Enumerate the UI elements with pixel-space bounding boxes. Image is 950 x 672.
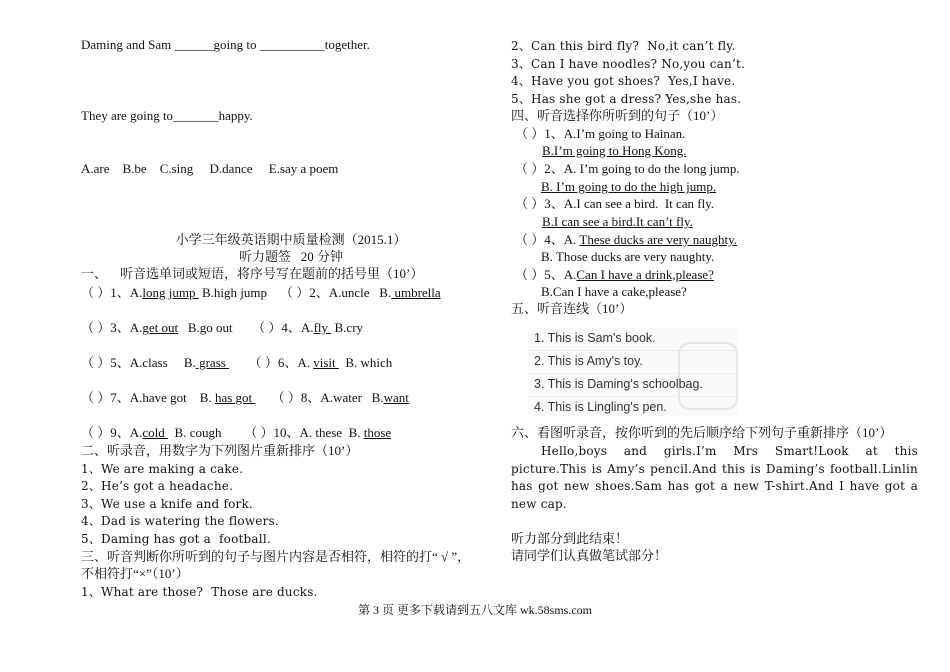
matching-line: 1. This is Sam's book.: [534, 331, 656, 345]
question-row-9: （ ）9、A.cold B. cough （ ）10、A. these B. those: [81, 425, 392, 440]
section-3-item: 3、Can I have noodles? No,you can’t.: [511, 57, 745, 71]
s4-option-5a: （ ）5、A.Can I have a drink,please?: [515, 267, 714, 282]
row-divider: [528, 373, 738, 374]
matching-line: 2. This is Amy's toy.: [534, 354, 643, 368]
page-footer: 第 3 页 更多下载请到五八文库 wk.58sms.com: [357, 603, 592, 617]
row-divider: [528, 350, 738, 351]
word-options: A.are B.be C.sing D.dance E.say a poem: [81, 161, 339, 176]
fill-sentence-1: Daming and Sam ______going to __________together.: [81, 37, 370, 52]
exam-title: 小学三年级英语期中质量检测（2015.1）: [175, 232, 407, 247]
matching-line: 4. This is Lingling's pen.: [534, 400, 667, 414]
section-3-item: 1、What are those? Those are ducks.: [81, 585, 318, 599]
matching-line: 3. This is Daming's schoolbag.: [534, 377, 703, 391]
section-6-heading: 六、看图听录音，按你听到的先后顺序给下列句子重新排序（10’）: [511, 425, 893, 440]
section-4-heading: 四、听音选择你所听到的句子（10’）: [511, 108, 724, 123]
section-5-heading: 五、听音连线（10’）: [511, 301, 633, 316]
section-3-item: 2、Can this bird fly? No,it can’t fly.: [511, 39, 736, 53]
written-part-notice: 请同学们认真做笔试部分！: [511, 548, 668, 563]
section-3-heading-cont: 不相符打“×”（10’）: [81, 566, 189, 581]
question-row-5: （ ）5、A.class B. grass （ ）6、A. visit B. which: [81, 355, 393, 370]
s4-option-4b: B. Those ducks are very naughty.: [541, 249, 715, 264]
question-row-1: （ ）1、A.long jump B.high jump （ ）2、A.uncle B. umbrella: [81, 285, 441, 300]
question-row-7: （ ）7、A.have got B. has got （ ）8、A.water B.want: [81, 390, 409, 405]
s4-option-2a: （ ）2、A. I’m going to do the long jump.: [515, 161, 740, 176]
section-2-item: 2、He’s got a headache.: [81, 479, 234, 493]
s4-option-5b: B.Can I have a cake,please?: [541, 284, 687, 299]
section-3-item: 5、Has she got a dress? Yes,she has.: [511, 92, 742, 106]
fill-sentence-2: They are going to_______happy.: [81, 108, 253, 123]
matching-sentences-image: [528, 328, 738, 416]
s4-option-1a: （ ）1、A.I’m going to Hainan.: [515, 126, 686, 141]
exam-subtitle: 听力题签 20 分钟: [238, 249, 343, 264]
section-2-item: 5、Daming has got a football.: [81, 532, 271, 546]
s4-option-3a: （ ）3、A.I can see a bird. It can fly.: [515, 196, 715, 211]
section-1-heading: 一、 听音选单词或短语，将序号写在题前的括号里（10’）: [81, 266, 424, 281]
s4-option-2b: B. I’m going to do the high jump.: [541, 179, 717, 194]
section-2-heading: 二、听录音，用数字为下列图片重新排序（10’）: [81, 443, 359, 458]
listening-end-notice: 听力部分到此结束！: [511, 531, 629, 546]
section-2-item: 1、We are making a cake.: [81, 462, 244, 476]
section-6-paragraph: Hello,boys and girls.I’m Mrs Smart!Look at this picture.This is Amy’s pencil.And this is Daming’s football.Linlin has got new shoes.Sam has got a new T-shirt.And I have got a new cap.: [511, 444, 918, 511]
s4-option-3b: B.I can see a bird.It can’t fly.: [542, 214, 693, 229]
s4-option-4a: （ ）4、A. These ducks are very naughty.: [515, 232, 738, 247]
section-2-item: 4、Dad is watering the flowers.: [81, 514, 279, 528]
section-2-item: 3、We use a knife and fork.: [81, 497, 253, 511]
s4-option-1b: B.I’m going to Hong Kong.: [542, 143, 687, 158]
section-3-item: 4、Have you got shoes? Yes,I have.: [511, 74, 736, 88]
section-3-heading: 三、听音判断你所听到的句子与图片内容是否相符，相符的打“ √ ”，: [81, 549, 471, 564]
faint-picture-outline: [678, 342, 738, 410]
row-divider: [528, 396, 738, 397]
question-row-3: （ ）3、A.get out B.go out （ ）4、A.fly B.cry: [81, 320, 364, 335]
